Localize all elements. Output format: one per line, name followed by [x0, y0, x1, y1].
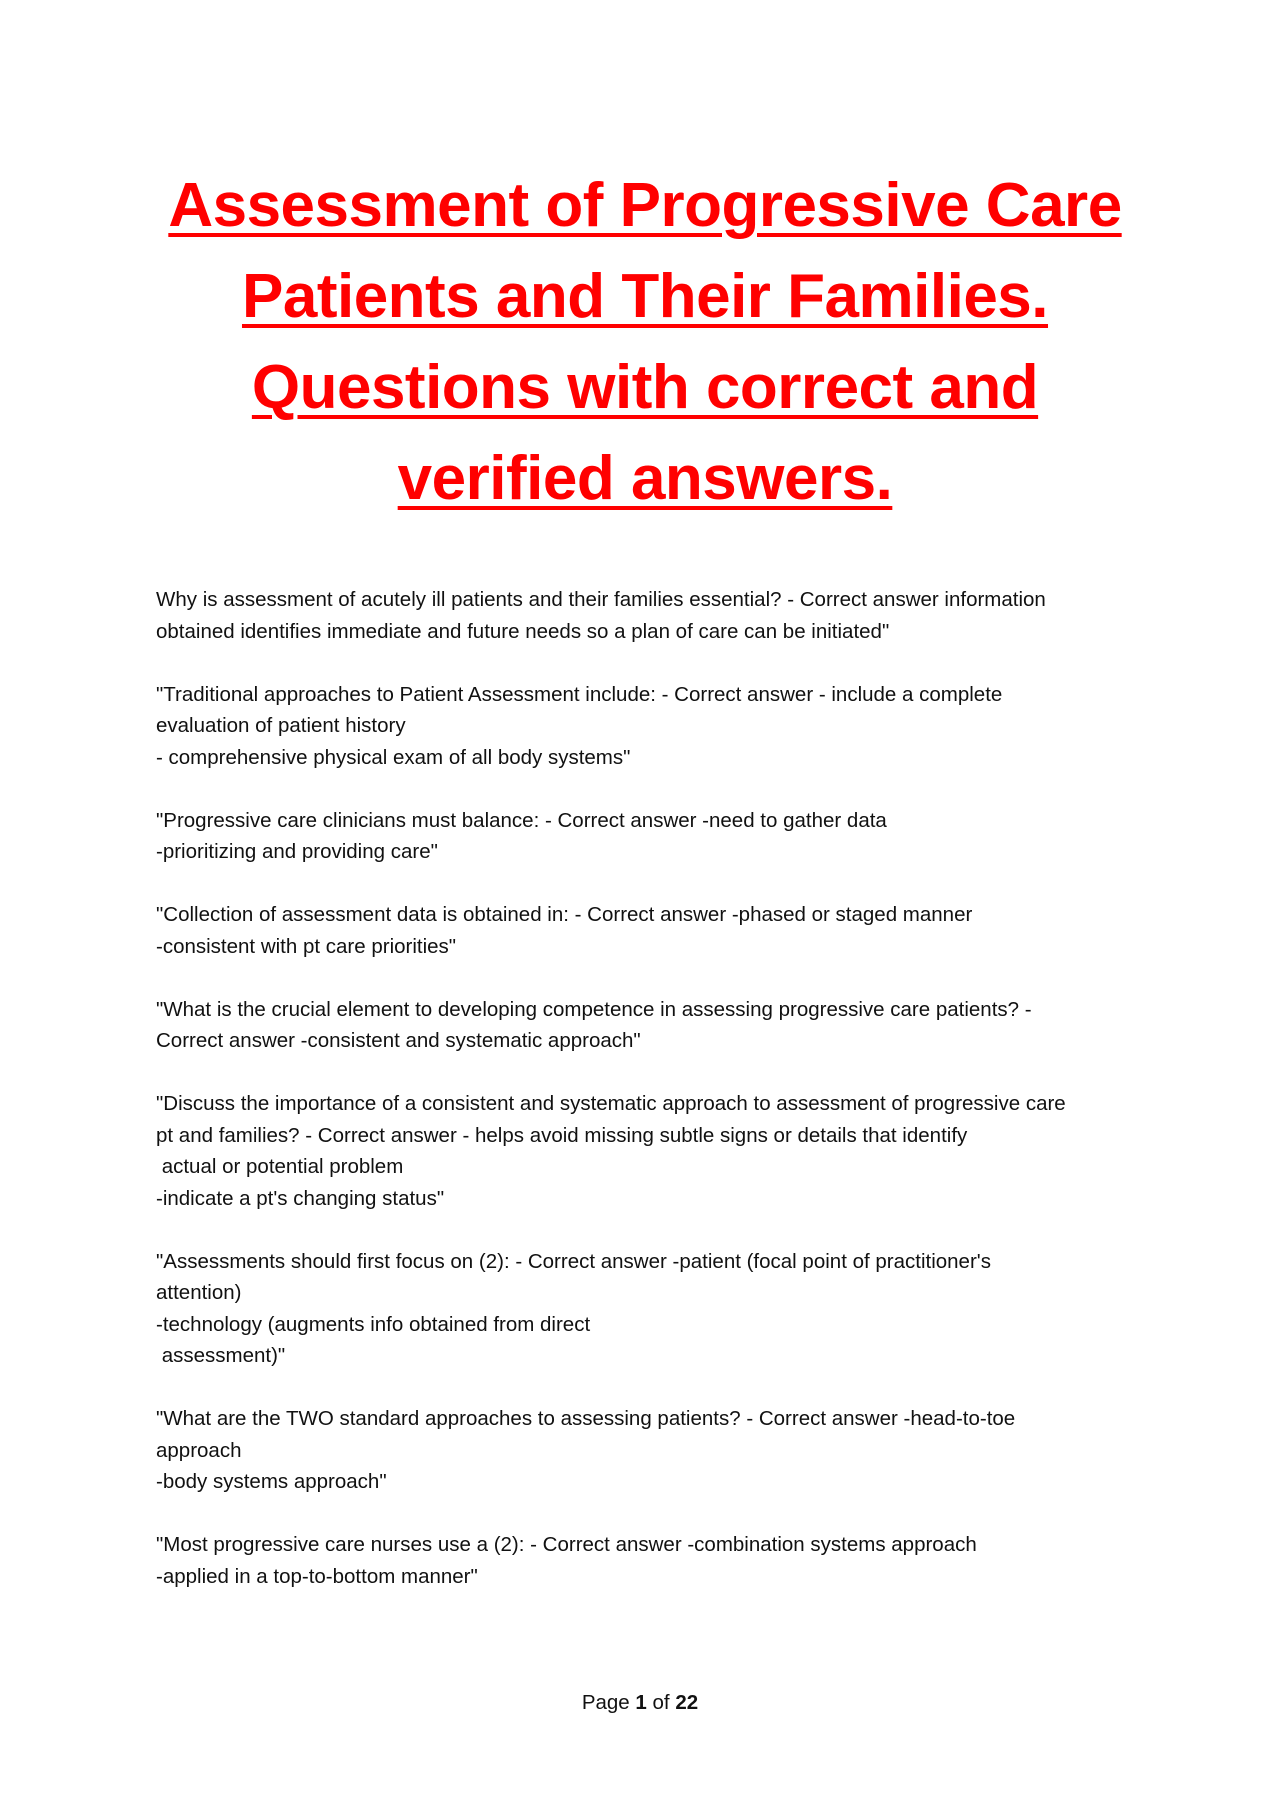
- qa-line: -prioritizing and providing care": [156, 840, 438, 863]
- qa-line: -body systems approach": [156, 1470, 387, 1493]
- qa-line: "What is the crucial element to developing competence in assessing progressive care patients? -: [156, 997, 1032, 1021]
- qa-item-7: [156, 1246, 1136, 1372]
- qa-line: Correct answer -consistent and systematic approach": [156, 1029, 641, 1052]
- qa-line: approach: [156, 1438, 242, 1462]
- qa-line: pt and families? - Correct answer - helps avoid missing subtle signs or details that identify: [156, 1123, 968, 1147]
- qa-item-9: [156, 1529, 1136, 1592]
- qa-line: -applied in a top-to-bottom manner": [156, 1564, 478, 1588]
- qa-item-8: [156, 1403, 1136, 1498]
- title-line-2: Patients and Their Families.: [241, 262, 1049, 331]
- qa-line: "Progressive care clinicians must balance: - Correct answer -need to gather data: [156, 808, 887, 832]
- qa-line: -consistent with pt care priorities": [156, 934, 457, 958]
- page-footer: [0, 1688, 1280, 1718]
- document-title: [150, 160, 1140, 524]
- of-word: of: [652, 1691, 670, 1714]
- qa-item-6: [156, 1088, 1136, 1214]
- qa-line: -technology (augments info obtained from direct: [156, 1312, 591, 1336]
- qa-item-2: [156, 679, 1136, 774]
- qa-item-5: [156, 994, 1136, 1057]
- qa-line: "Collection of assessment data is obtained in: - Correct answer -phased or staged manner: [156, 903, 973, 926]
- qa-line: assessment)": [156, 1344, 286, 1367]
- qa-line: "Traditional approaches to Patient Assessment include: - Correct answer - include a complete: [156, 682, 1003, 706]
- qa-line: -indicate a pt's changing status": [156, 1186, 445, 1210]
- qa-line: Why is assessment of acutely ill patients and their families essential? - Correct answer information: [156, 588, 1046, 611]
- qa-line: "What are the TWO standard approaches to assessing patients? - Correct answer -head-to-toe: [156, 1407, 1016, 1430]
- qa-line: attention): [156, 1281, 242, 1304]
- qa-line: evaluation of patient history: [156, 714, 406, 737]
- qa-line: "Assessments should first focus on (2): - Correct answer -patient (focal point of practitioner's: [156, 1249, 991, 1273]
- qa-item-4: [156, 899, 1136, 962]
- title-line-4: verified answers.: [397, 444, 893, 513]
- qa-item-3: [156, 805, 1136, 868]
- current-page-number: 1: [635, 1691, 647, 1714]
- qa-line: obtained identifies immediate and future needs so a plan of care can be initiated": [156, 619, 890, 643]
- qa-item-1: [156, 584, 1136, 647]
- document-body: [156, 584, 1136, 1624]
- qa-line: actual or potential problem: [156, 1155, 404, 1178]
- qa-line: "Most progressive care nurses use a (2): - Correct answer -combination systems approach: [156, 1533, 977, 1556]
- title-line-1: Assessment of Progressive Care: [168, 171, 1122, 240]
- total-pages-number: 22: [675, 1691, 699, 1714]
- qa-line: "Discuss the importance of a consistent and systematic approach to assessment of progressive care: [156, 1092, 1066, 1115]
- title-line-3: Questions with correct and: [251, 353, 1039, 422]
- qa-line: - comprehensive physical exam of all body systems": [156, 745, 631, 769]
- page-word: Page: [581, 1691, 630, 1714]
